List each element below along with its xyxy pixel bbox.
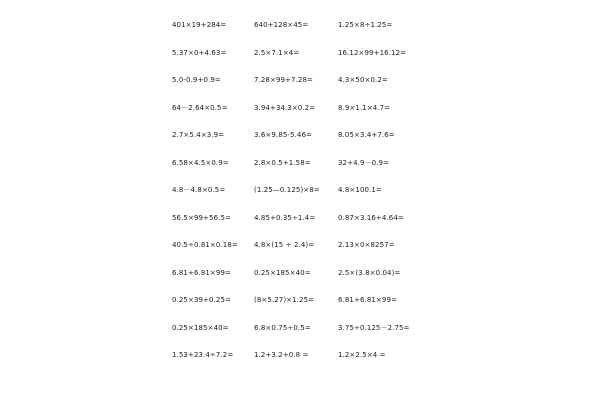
problem-r8-c2: 4.85+0.35÷1.4= (254, 214, 316, 222)
problem-r7-c1: 4.8－4.8×0.5= (172, 186, 226, 194)
problem-r10-c2: 0.25×185×40= (254, 269, 311, 277)
problem-r11-c1: 0.25×39+0.25= (172, 296, 231, 304)
problem-r5-c1: 2.7×5.4×3.9= (172, 131, 225, 139)
worksheet-row-9 (0, 238, 600, 252)
problem-r9-c3: 2.13×0×8257= (338, 241, 395, 249)
problem-r6-c3: 32+4.9－0.9= (338, 159, 390, 167)
problem-r5-c3: 8.05×3.4+7.6= (338, 131, 395, 139)
worksheet-row-11 (0, 293, 600, 307)
worksheet-row-7 (0, 183, 600, 197)
problem-r6-c1: 6.58×4.5×0.9= (172, 159, 229, 167)
worksheet-row-2 (0, 46, 600, 60)
worksheet-row-3 (0, 73, 600, 87)
problem-r12-c3: 3.75÷0.125－2.75= (338, 324, 410, 332)
problem-r1-c2: 640+128×45= (254, 21, 309, 29)
problem-r12-c1: 0.25×185×40= (172, 324, 229, 332)
problem-r3-c2: 7.28×99+7.28= (254, 76, 313, 84)
worksheet-row-6 (0, 156, 600, 170)
problem-r3-c3: 4.3×50×0.2= (338, 76, 388, 84)
problem-r1-c3: 1.25×8÷1.25= (338, 21, 393, 29)
problem-r10-c1: 6.81+6.81×99= (172, 269, 231, 277)
problem-r5-c2: 3.6×9.85-5.46= (254, 131, 312, 139)
worksheet-row-5 (0, 128, 600, 142)
problem-r2-c3: 16.12×99+16.12= (338, 49, 407, 57)
worksheet-row-10 (0, 266, 600, 280)
problem-r8-c1: 56.5×99+56.5= (172, 214, 231, 222)
problem-r4-c1: 64－2.64×0.5= (172, 104, 228, 112)
problem-r6-c2: 2.8×0.5+1.58= (254, 159, 311, 167)
worksheet-row-8 (0, 211, 600, 225)
problem-r3-c1: 5.0-0.9+0.9= (172, 76, 221, 84)
worksheet-row-1 (0, 18, 600, 32)
problem-r4-c2: 3.94+34.3×0.2= (254, 104, 316, 112)
problem-r11-c2: (8×5.27)×1.25= (254, 296, 315, 304)
problem-r2-c2: 2.5×7.1×4= (254, 49, 300, 57)
problem-r2-c1: 5.37×0+4.63= (172, 49, 227, 57)
problem-r13-c1: 1.53+23.4÷7.2= (172, 351, 234, 359)
problem-r4-c3: 8.9×1.1×4.7= (338, 104, 391, 112)
worksheet-row-12 (0, 321, 600, 335)
worksheet-row-13 (0, 348, 600, 362)
problem-r1-c1: 401×19+284= (172, 21, 227, 29)
problem-r13-c2: 1.2+3.2+0.8 = (254, 351, 309, 359)
problem-r7-c3: 4.8×100.1= (338, 186, 382, 194)
problem-r9-c2: 4.8×(15 ÷ 2.4)= (254, 241, 315, 249)
problem-r8-c3: 0.87×3.16+4.64= (338, 214, 404, 222)
problem-r10-c3: 2.5×(3.8×0.04)= (338, 269, 401, 277)
problem-r13-c3: 1.2×2.5×4 = (338, 351, 386, 359)
problem-r11-c3: 6.81+6.81×99= (338, 296, 397, 304)
problem-r12-c2: 6.8×0.75÷0.5= (254, 324, 311, 332)
problem-r7-c2: (1.25—0.125)×8= (254, 186, 320, 194)
problem-r9-c1: 40.5÷0.81×0.18= (172, 241, 238, 249)
worksheet-row-4 (0, 101, 600, 115)
